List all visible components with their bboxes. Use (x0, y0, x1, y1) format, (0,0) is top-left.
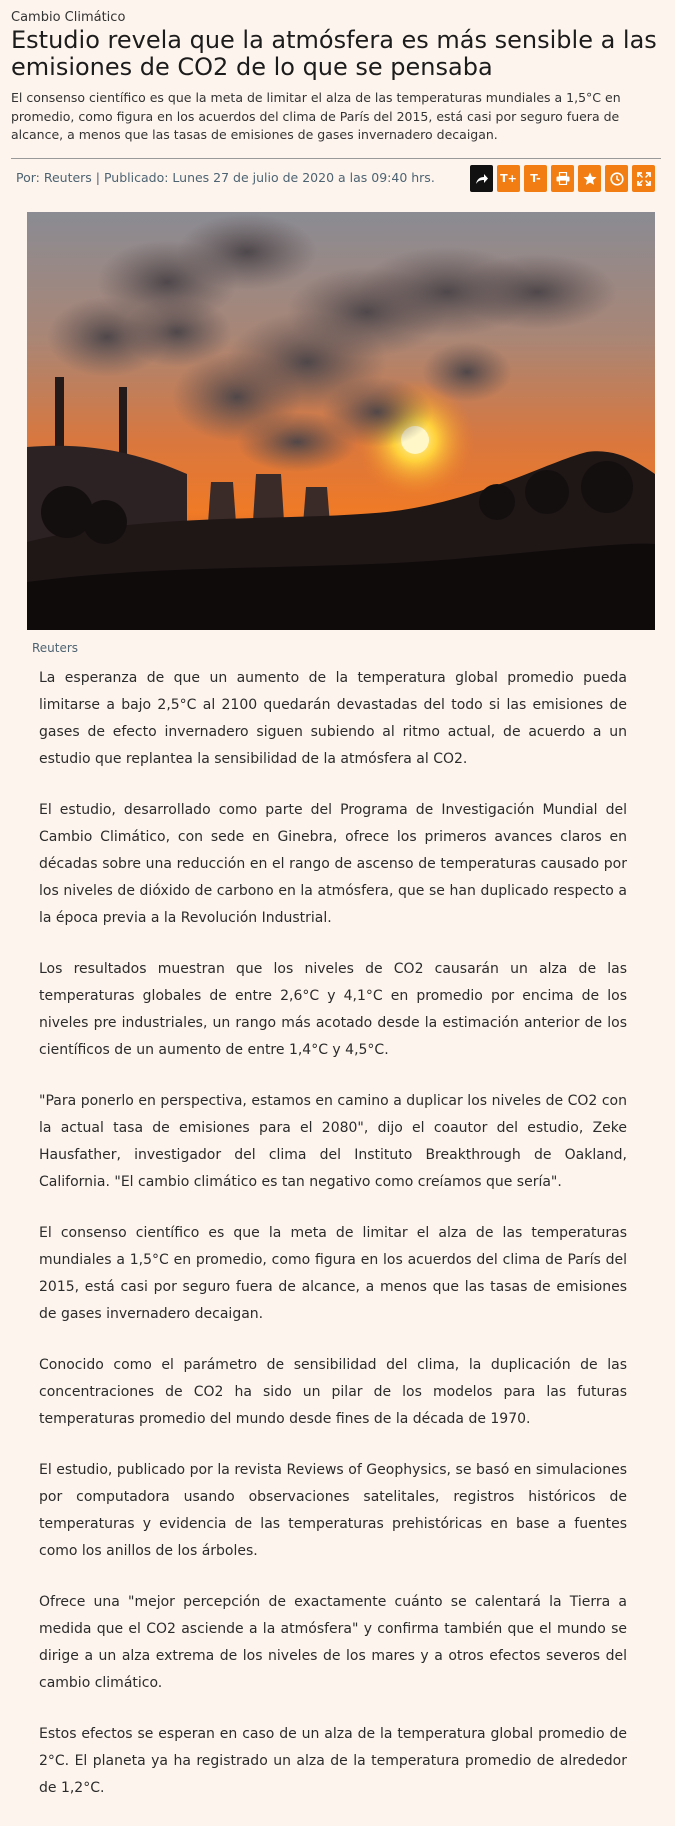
article-paragraph: El estudio, desarrollado como parte del Programa de Investigación Mundial del Cambio Climático, con sede en Ginebra, ofrece los primeros avances claros en décadas sobre una reducción en el rango de ascenso de temperaturas causado por los niveles de dióxido de carbono en la atmósfera, que se han duplicado respecto a la época previa a la Revolución Industrial. (39, 802, 627, 926)
expand-icon (637, 172, 651, 186)
header-divider (11, 158, 661, 159)
font-increase-button[interactable]: T+ (497, 165, 520, 192)
article-headline: Estudio revela que la atmósfera es más sensible a las emisiones de CO2 de lo que se pensaba (11, 26, 657, 81)
article-summary: El consenso científico es que la meta de limitar el alza de las temperaturas mundiales a 1,5°C en promedio, como figura en los acuerdos del clima de París del 2015, está casi por seguro fuera de alcance, a menos que las tasas de emisiones de gases invernadero decaigan. (11, 90, 621, 142)
article-category[interactable]: Cambio Climático (11, 10, 126, 25)
share-arrow-icon (475, 173, 489, 185)
article-paragraph: El estudio, publicado por la revista Reviews of Geophysics, se basó en simulaciones por computadora usando observaciones satelitales, registros históricos de temperaturas y evidencia de las temperaturas prehistóricas en base a fuentes como los anillos de los árboles. (39, 1462, 627, 1559)
article-paragraph: "Para ponerlo en perspectiva, estamos en camino a duplicar los niveles de CO2 con la actual tasa de emisiones para el 2080", dijo el coautor del estudio, Zeke Hausfather, investigador del clima del Instituto Breakthrough de Oakland, California. "El cambio climático es tan negativo como creíamos que sería". (39, 1093, 627, 1190)
favorite-button[interactable] (578, 165, 601, 192)
fullscreen-button[interactable] (632, 165, 655, 192)
article-toolbar (470, 165, 655, 192)
article-paragraph: Conocido como el parámetro de sensibilidad del clima, la duplicación de las concentraciones de CO2 ha sido un pilar de los modelos para las futuras temperaturas promedio del mundo desde fines de la década de 1970. (39, 1357, 627, 1427)
star-icon (583, 172, 597, 186)
article-byline: Por: Reuters | Publicado: Lunes 27 de julio de 2020 a las 09:40 hrs. (16, 170, 435, 185)
article-paragraph: Los resultados muestran que los niveles de CO2 causarán un alza de las temperaturas globales de entre 2,6°C y 4,1°C en promedio por encima de los niveles pre industriales, un rango más acotado desde la estimación anterior de los científicos de un aumento de entre 1,4°C y 4,5°C. (39, 961, 627, 1058)
article-paragraph: Ofrece una "mejor percepción de exactamente cuánto se calentará la Tierra a medida que el CO2 asciende a la atmósfera" y confirma también que el mundo se dirige a un alza extrema de los niveles de los mares y a otros efectos severos del cambio climático. (39, 1594, 627, 1691)
power-plant-sunset-image (27, 212, 655, 630)
clock-icon (610, 172, 624, 186)
photo-credit: Reuters (32, 641, 79, 655)
history-button[interactable] (605, 165, 628, 192)
article-paragraph: Estos efectos se esperan en caso de un alza de la temperatura global promedio de 2°C. El planeta ya ha registrado un alza de la temperatura promedio de alrededor de 1,2°C. (39, 1726, 627, 1796)
printer-icon (556, 172, 570, 185)
article-paragraph: La esperanza de que un aumento de la temperatura global promedio pueda limitarse a bajo 2,5°C al 2100 quedarán devastadas del todo si las emisiones de gases de efecto invernadero siguen subiendo al ritmo actual, de acuerdo a un estudio que replantea la sensibilidad de la atmósfera al CO2. (39, 670, 627, 767)
font-decrease-button[interactable]: T- (524, 165, 547, 192)
share-button[interactable] (470, 165, 493, 192)
print-button[interactable] (551, 165, 574, 192)
article-photo (27, 212, 655, 630)
article-paragraph: El consenso científico es que la meta de limitar el alza de las temperaturas mundiales a 1,5°C en promedio, como figura en los acuerdos del clima de París del 2015, está casi por seguro fuera de alcance, a menos que las tasas de emisiones de gases invernadero decaigan. (39, 1225, 627, 1322)
article-body (39, 665, 627, 1826)
